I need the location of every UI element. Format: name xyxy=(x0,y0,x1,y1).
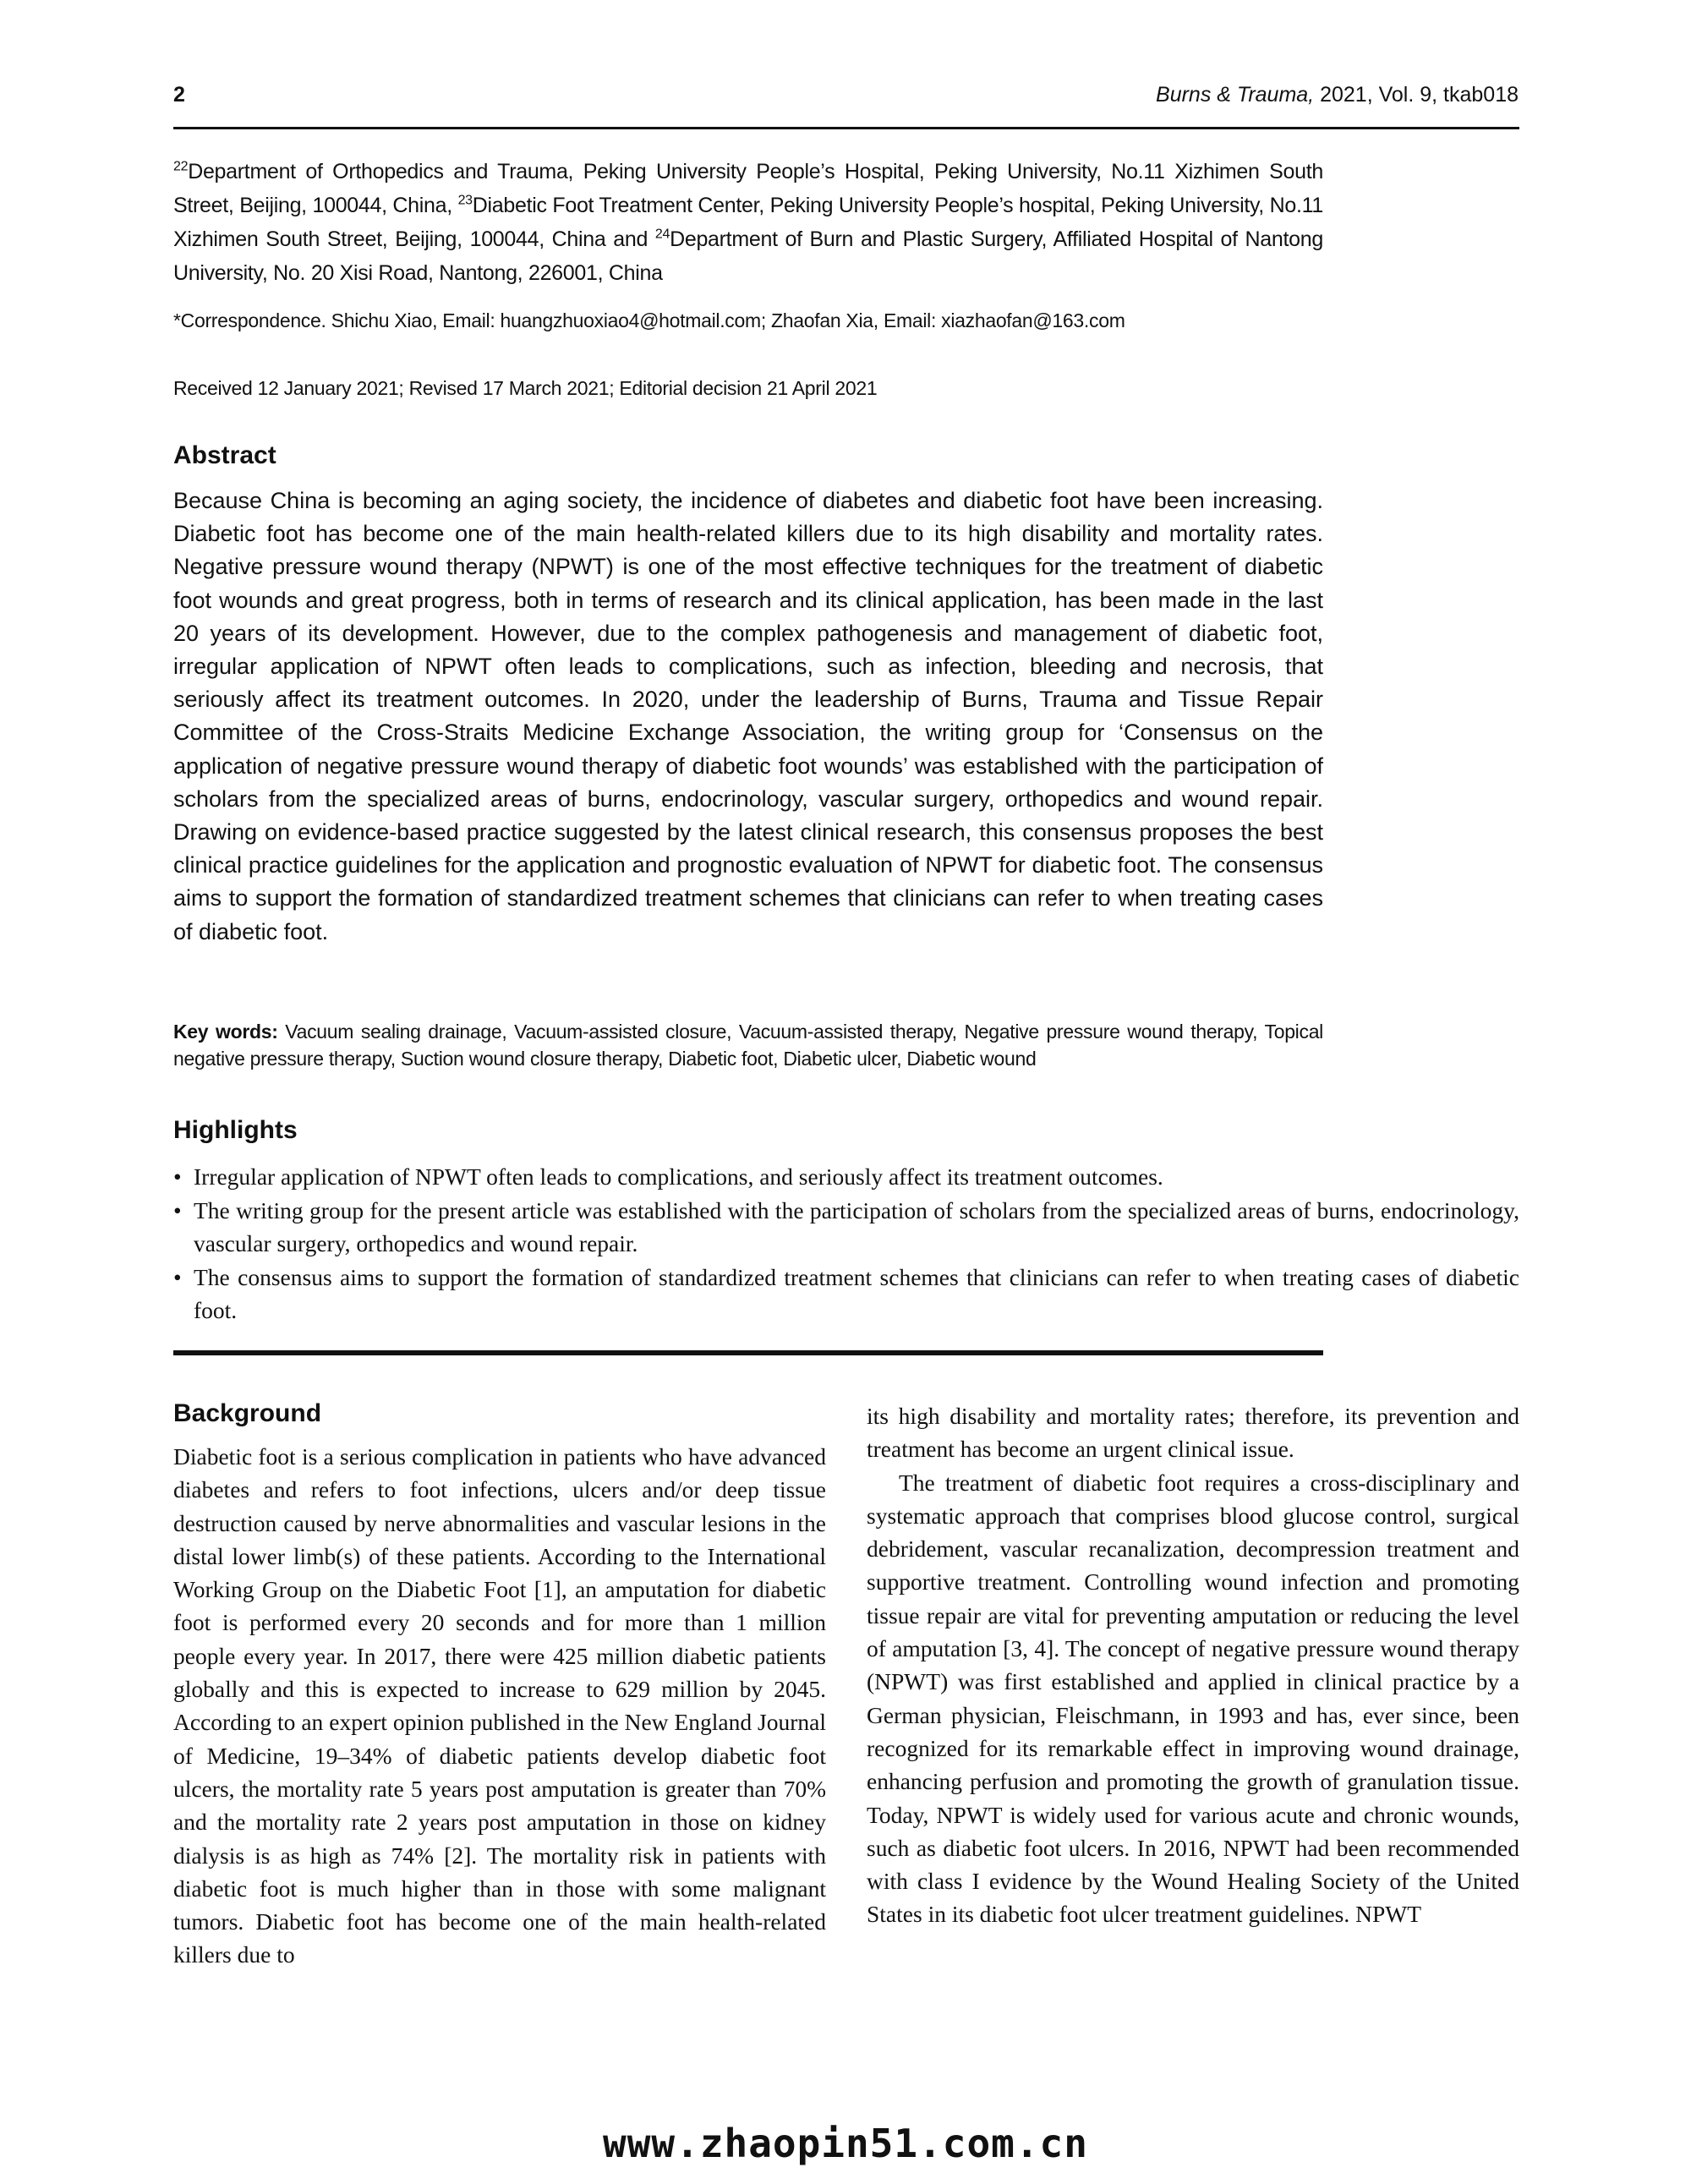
affiliation-marker-23: 23 xyxy=(457,193,473,208)
list-item: • Irregular application of NPWT often leads to complications, and seriously affect its treatment outcomes. xyxy=(173,1160,1519,1194)
keywords-text: Vacuum sealing drainage, Vacuum-assisted closure, Vacuum-assisted therapy, Negative pressure wound therapy, Topical negative pressure therapy, Suction wound closure therapy, Diabetic foot, Diabetic ulcer, Diabetic wound xyxy=(173,1021,1323,1070)
list-item: • The writing group for the present article was established with the participation of scholars from the specialized areas of burns, endocrinology, vascular surgery, orthopedics and wound repair. xyxy=(173,1194,1519,1261)
highlights-list xyxy=(173,1160,1519,1327)
affiliation-marker-22: 22 xyxy=(173,159,189,174)
bullet-icon: • xyxy=(173,1196,182,1223)
abstract-heading: Abstract xyxy=(173,441,276,469)
affiliation-23: Diabetic Foot Treatment Center, Peking University People’s hospital, Peking University, No.11 Xizhimen South Street, Beijing, 100044, China and xyxy=(173,194,1323,251)
background-heading: Background xyxy=(173,1399,322,1427)
header-rule xyxy=(173,127,1519,129)
background-paragraph: The treatment of diabetic foot requires a cross-disciplinary and systematic approach that comprises blood glucose control, surgical debridement, vascular recanalization, decompression treatment and supportive treatment. Controlling wound infection and promoting tissue repair are vital for preventing amputation or reducing the level of amputation [3, 4]. The concept of negative pressure wound therapy (NPWT) was first established and applied in clinical practice by a German physician, Fleischmann, in 1993 and has, ever since, been recognized for its remarkable effect in improving wound drainage, enhancing perfusion and promoting the growth of granulation tissue. Today, NPWT is widely used for various acute and chronic wounds, such as diabetic foot ulcers. In 2016, NPWT had been recommended with class I evidence by the Wound Healing Society of the United States in its diabetic foot ulcer treatment guidelines. NPWT xyxy=(867,1469,1519,1928)
bullet-icon: • xyxy=(173,1263,182,1290)
background-paragraph: its high disability and mortality rates; therefore, its prevention and treatment has become an urgent clinical issue. xyxy=(867,1403,1519,1463)
keywords-label: Key words: xyxy=(173,1021,278,1043)
background-left-column: Diabetic foot is a serious complication in patients who have advanced diabetes and refers to foot infections, ulcers and/or deep tissue destruction caused by nerve abnormalities and vascular lesions in the distal lower limb(s) of these patients. According to the International Working Group on the Diabetic Foot [1], an amputation for diabetic foot is performed every 20 seconds and for more than 1 million people every year. In 2017, there were 425 million diabetic patients globally and this is expected to increase to 629 million by 2045. According to an expert opinion published in the New England Journal of Medicine, 19–34% of diabetic patients develop diabetic foot ulcers, the mortality rate 5 years post amputation is greater than 70% and the mortality rate 2 years post amputation in those on kidney dialysis is as high as 74% [2]. The mortality risk in patients with diabetic foot is much higher than in those with some malignant tumors. Diabetic foot has become one of the main health-related killers due to xyxy=(173,1443,826,1968)
watermark-url: www.zhaopin51.com.cn xyxy=(603,2121,1088,2166)
correspondence: *Correspondence. Shichu Xiao, Email: huangzhuoxiao4@hotmail.com; Zhaofan Xia, Email: xiazhaofan@163.com xyxy=(173,309,1125,331)
citation-info: 2021, Vol. 9, tkab018 xyxy=(1314,83,1519,107)
affiliations xyxy=(173,155,1323,290)
affiliation-22: Department of Orthopedics and Trauma, Peking University People’s Hospital, Peking University, No.11 Xizhimen South Street, Beijing, 100044, China, xyxy=(173,160,1323,217)
received-dates: Received 12 January 2021; Revised 17 March 2021; Editorial decision 21 April 2021 xyxy=(173,377,878,399)
list-item: • The consensus aims to support the formation of standardized treatment schemes that clinicians can refer to when treating cases of diabetic foot. xyxy=(173,1261,1519,1327)
highlights-heading: Highlights xyxy=(173,1116,298,1144)
affiliation-24: Department of Burn and Plastic Surgery, Affiliated Hospital of Nantong University, No. 20 Xisi Road, Nantong, 226001, China xyxy=(173,227,1323,285)
running-head xyxy=(1156,83,1519,107)
background-right-column xyxy=(867,1399,1519,1931)
section-divider xyxy=(173,1350,1323,1355)
affiliation-marker-24: 24 xyxy=(654,227,670,242)
journal-name: Burns & Trauma, xyxy=(1156,83,1315,107)
abstract-text: Because China is becoming an aging society, the incidence of diabetes and diabetic foot have been increasing. Diabetic foot has become one of the main health-related killers due to its high disability and mortality rates. Negative pressure wound therapy (NPWT) is one of the most effective techniques for the treatment of diabetic foot wounds and great progress, both in terms of research and its clinical application, has been made in the last 20 years of its development. However, due to the complex pathogenesis and management of diabetic foot, irregular application of NPWT often leads to complications, such as infection, bleeding and necrosis, that seriously affect its treatment outcomes. In 2020, under the leadership of Burns, Trauma and Tissue Repair Committee of the Cross-Straits Medicine Exchange Association, the writing group for ‘Consensus on the application of negative pressure wound therapy of diabetic foot wounds’ was established with the participation of scholars from the specialized areas of burns, endocrinology, vascular surgery, orthopedics and wound repair. Drawing on evidence-based practice suggested by the latest clinical research, this consensus proposes the best clinical practice guidelines for the application and prognostic evaluation of NPWT for diabetic foot. The consensus aims to support the formation of standardized treatment schemes that clinicians can refer to when treating cases of diabetic foot. xyxy=(173,488,1323,944)
keywords xyxy=(173,1018,1323,1072)
page-number: 2 xyxy=(173,83,185,107)
bullet-icon: • xyxy=(173,1163,182,1190)
